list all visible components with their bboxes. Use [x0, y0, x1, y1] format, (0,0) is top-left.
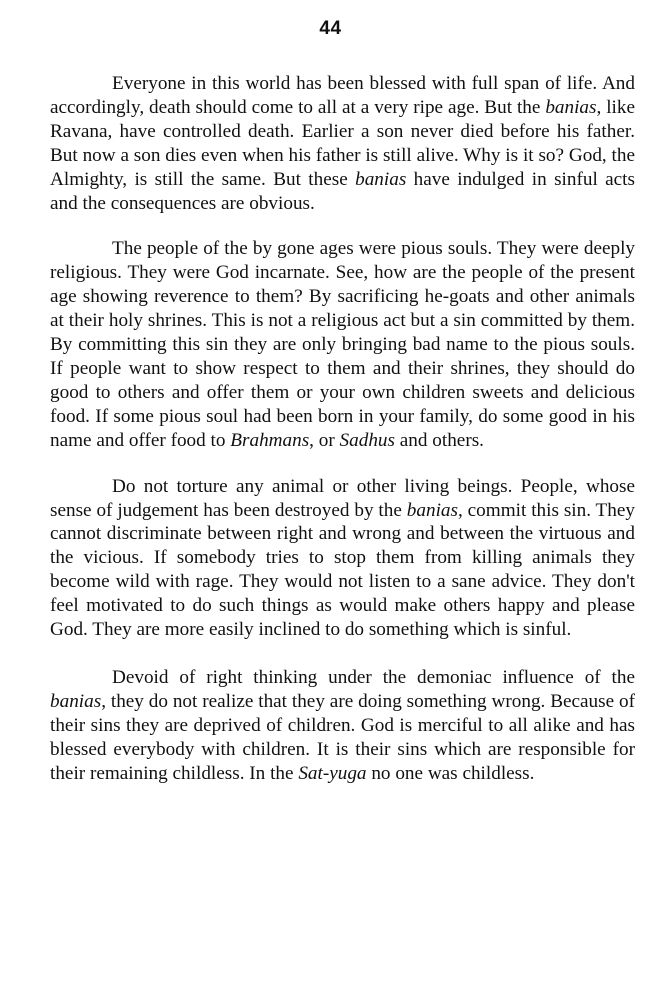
page-number: 44 [319, 18, 342, 39]
paragraph-4-text: Devoid of right thinking under the demoniac influence of the [112, 666, 635, 688]
paragraph-3-text: Do not torture any animal or other living beings. People, whose sense of judgement has been destroyed by the [50, 475, 635, 521]
paragraph-4 [50, 666, 635, 786]
paragraph-1-text: have indulged in sinful acts and the consequences are obvious. [50, 168, 635, 214]
paragraph-2 [50, 237, 635, 452]
paragraph-2-term-sadhus: Sadhus [339, 429, 395, 451]
paragraph-3-text: , commit this sin. They cannot discriminate between right and wrong and between the virtuous and the vicious. If somebody tries to stop them from killing animals they become wild with rage. They would not listen to a sane advice. They don't feel motivated to do such things as would make others happy and please God. They are more easily inclined to do something which is sinful. [50, 499, 635, 641]
paragraph-3 [50, 475, 635, 642]
paragraph-2-term-brahmans: Brahmans [230, 429, 310, 451]
paragraph-2-text: , or [309, 429, 340, 451]
paragraph-1-text: , like Ravana, have controlled death. Earlier a son never died before his father. But now a son dies even when his father is still alive. Why is it so? God, the Almighty, is still the same. But these [50, 96, 635, 190]
paragraph-1-text: Everyone in this world has been blessed with full span of life. And accordingly, death should come to all at a very ripe age. But the [50, 73, 635, 118]
paragraph-2-text: The people of the by gone ages were pious souls. They were deeply religious. They were God incarnate. See, how are the people of the present age showing reverence to them? By sacrificing he-goats and other animals at their holy shrines. This is not a religious act but a sin committed by them. By committing this sin they are only bringing bad name to the pious souls. If people want to show respect to them and their shrines, they should do good to others and offer them or your own children sweets and delicious food. If some pious soul had been born in your family, do some good in his name and offer food to [50, 238, 635, 451]
paragraph-1 [50, 72, 635, 215]
paragraph-4-text: , they do not realize that they are doing something wrong. Because of their sins they are deprived of children. God is merciful to all alike and has blessed everybody with children. It is their sins which are responsible for their remaining childless. In the [50, 690, 635, 784]
paragraph-4-term-sat-yuga: Sat-yuga [298, 762, 367, 784]
body-text [50, 72, 635, 807]
paragraph-4-term-banias: banias [50, 690, 102, 712]
paragraph-3-term-banias: banias [406, 499, 458, 521]
paragraph-1-term-banias: banias [545, 96, 597, 118]
paragraph-1-term-banias: banias [355, 168, 407, 190]
paragraph-2-text: and others. [394, 429, 484, 451]
paragraph-4-text: no one was childless. [366, 762, 535, 784]
